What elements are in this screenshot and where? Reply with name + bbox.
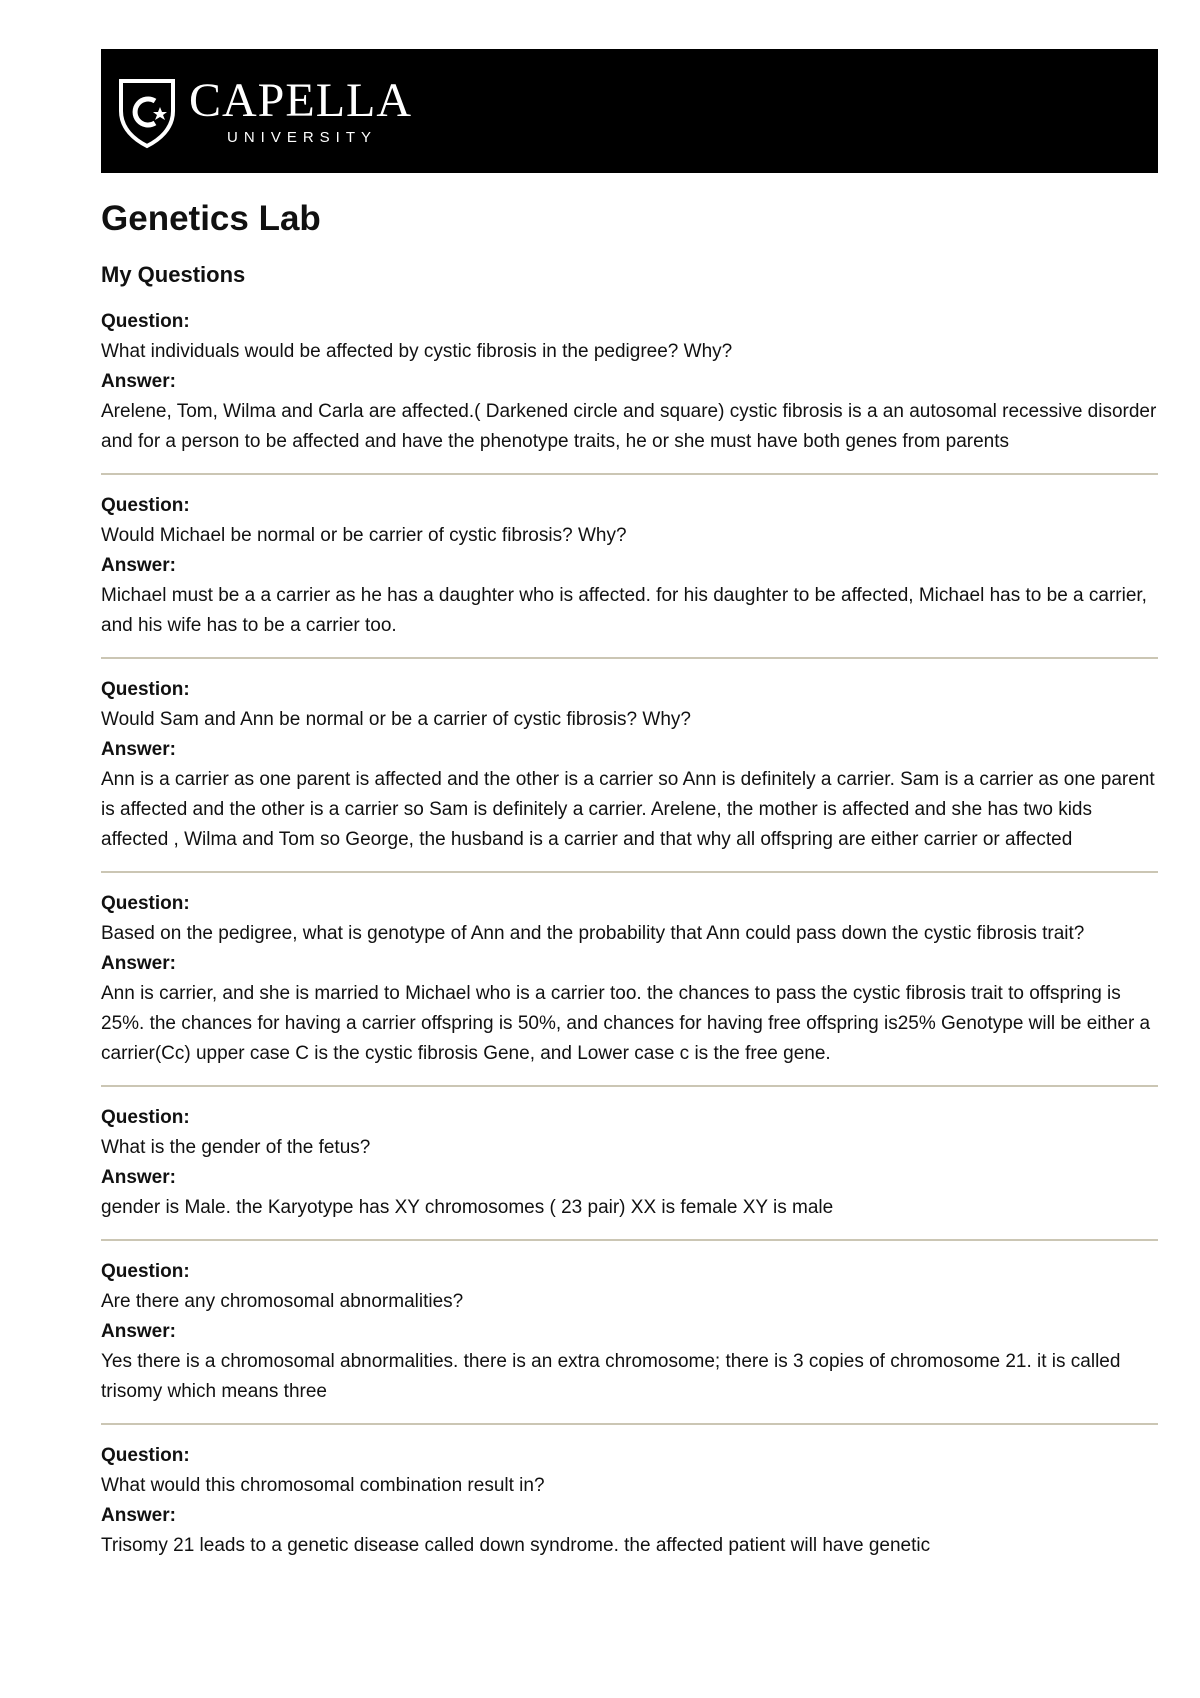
qa-item	[101, 1103, 1158, 1241]
answer-label: Answer:	[101, 555, 176, 576]
question-label: Question:	[101, 1261, 190, 1282]
header-banner	[101, 49, 1158, 173]
answer-label: Answer:	[101, 953, 176, 974]
answer-label: Answer:	[101, 1321, 176, 1342]
answer-text: Ann is a carrier as one parent is affected and the other is a carrier so Ann is definitely a carrier. Sam is a carrier as one parent is affected and the other is a carrier so Sam is definitely a carrier. Arelene, the mother is affected and she has two kids affected , Wilma and Tom so George, the husband is a carrier and that why all offspring are either carrier or affected	[101, 769, 1155, 850]
question-label: Question:	[101, 893, 190, 914]
capella-shield-icon	[115, 77, 179, 149]
qa-item	[101, 675, 1158, 873]
answer-text: Michael must be a a carrier as he has a daughter who is affected. for his daughter to be affected, Michael has to be a carrier, and his wife has to be a carrier too.	[101, 585, 1147, 636]
question-label: Question:	[101, 495, 190, 516]
answer-label: Answer:	[101, 739, 176, 760]
answer-label: Answer:	[101, 1167, 176, 1188]
question-text: What individuals would be affected by cystic fibrosis in the pedigree? Why?	[101, 341, 733, 362]
logo-subtitle: UNIVERSITY	[227, 129, 378, 146]
question-label: Question:	[101, 1107, 190, 1128]
question-text: Based on the pedigree, what is genotype of Ann and the probability that Ann could pass down the cystic fibrosis trait?	[101, 923, 1085, 944]
question-label: Question:	[101, 311, 190, 332]
logo-name: CAPELLA	[189, 74, 412, 127]
qa-list	[101, 307, 1158, 1577]
question-label: Question:	[101, 1445, 190, 1466]
logo-wordmark	[189, 73, 412, 146]
section-title: My Questions	[101, 262, 246, 287]
question-text: Would Michael be normal or be carrier of cystic fibrosis? Why?	[101, 525, 627, 546]
answer-text: Trisomy 21 leads to a genetic disease called down syndrome. the affected patient will have genetic	[101, 1535, 931, 1556]
qa-item	[101, 889, 1158, 1087]
question-text: What would this chromosomal combination result in?	[101, 1475, 545, 1496]
answer-text: Yes there is a chromosomal abnormalities. there is an extra chromosome; there is 3 copies of chromosome 21. it is called trisomy which means three	[101, 1351, 1121, 1402]
qa-item	[101, 491, 1158, 659]
capella-logo	[115, 74, 412, 149]
question-text: Are there any chromosomal abnormalities?	[101, 1291, 464, 1312]
qa-item	[101, 1257, 1158, 1425]
qa-item	[101, 307, 1158, 475]
document-page	[101, 49, 1158, 1593]
answer-text: Arelene, Tom, Wilma and Carla are affected.( Darkened circle and square) cystic fibrosis is a an autosomal recessive disorder and for a person to be affected and have the phenotype traits, he or she must have both genes from parents	[101, 401, 1157, 452]
answer-label: Answer:	[101, 1505, 176, 1526]
question-label: Question:	[101, 679, 190, 700]
answer-text: gender is Male. the Karyotype has XY chromosomes ( 23 pair) XX is female XY is male	[101, 1197, 834, 1218]
qa-item	[101, 1441, 1158, 1577]
question-text: What is the gender of the fetus?	[101, 1137, 371, 1158]
document-title: Genetics Lab	[101, 199, 321, 238]
answer-label: Answer:	[101, 371, 176, 392]
question-text: Would Sam and Ann be normal or be a carrier of cystic fibrosis? Why?	[101, 709, 691, 730]
answer-text: Ann is carrier, and she is married to Michael who is a carrier too. the chances to pass the cystic fibrosis trait to offspring is 25%. the chances for having a carrier offspring is 50%, and chances for having free offspring is25% Genotype will be either a carrier(Cc) upper case C is the cystic fibrosis Gene, and Lower case c is the free gene.	[101, 983, 1151, 1064]
